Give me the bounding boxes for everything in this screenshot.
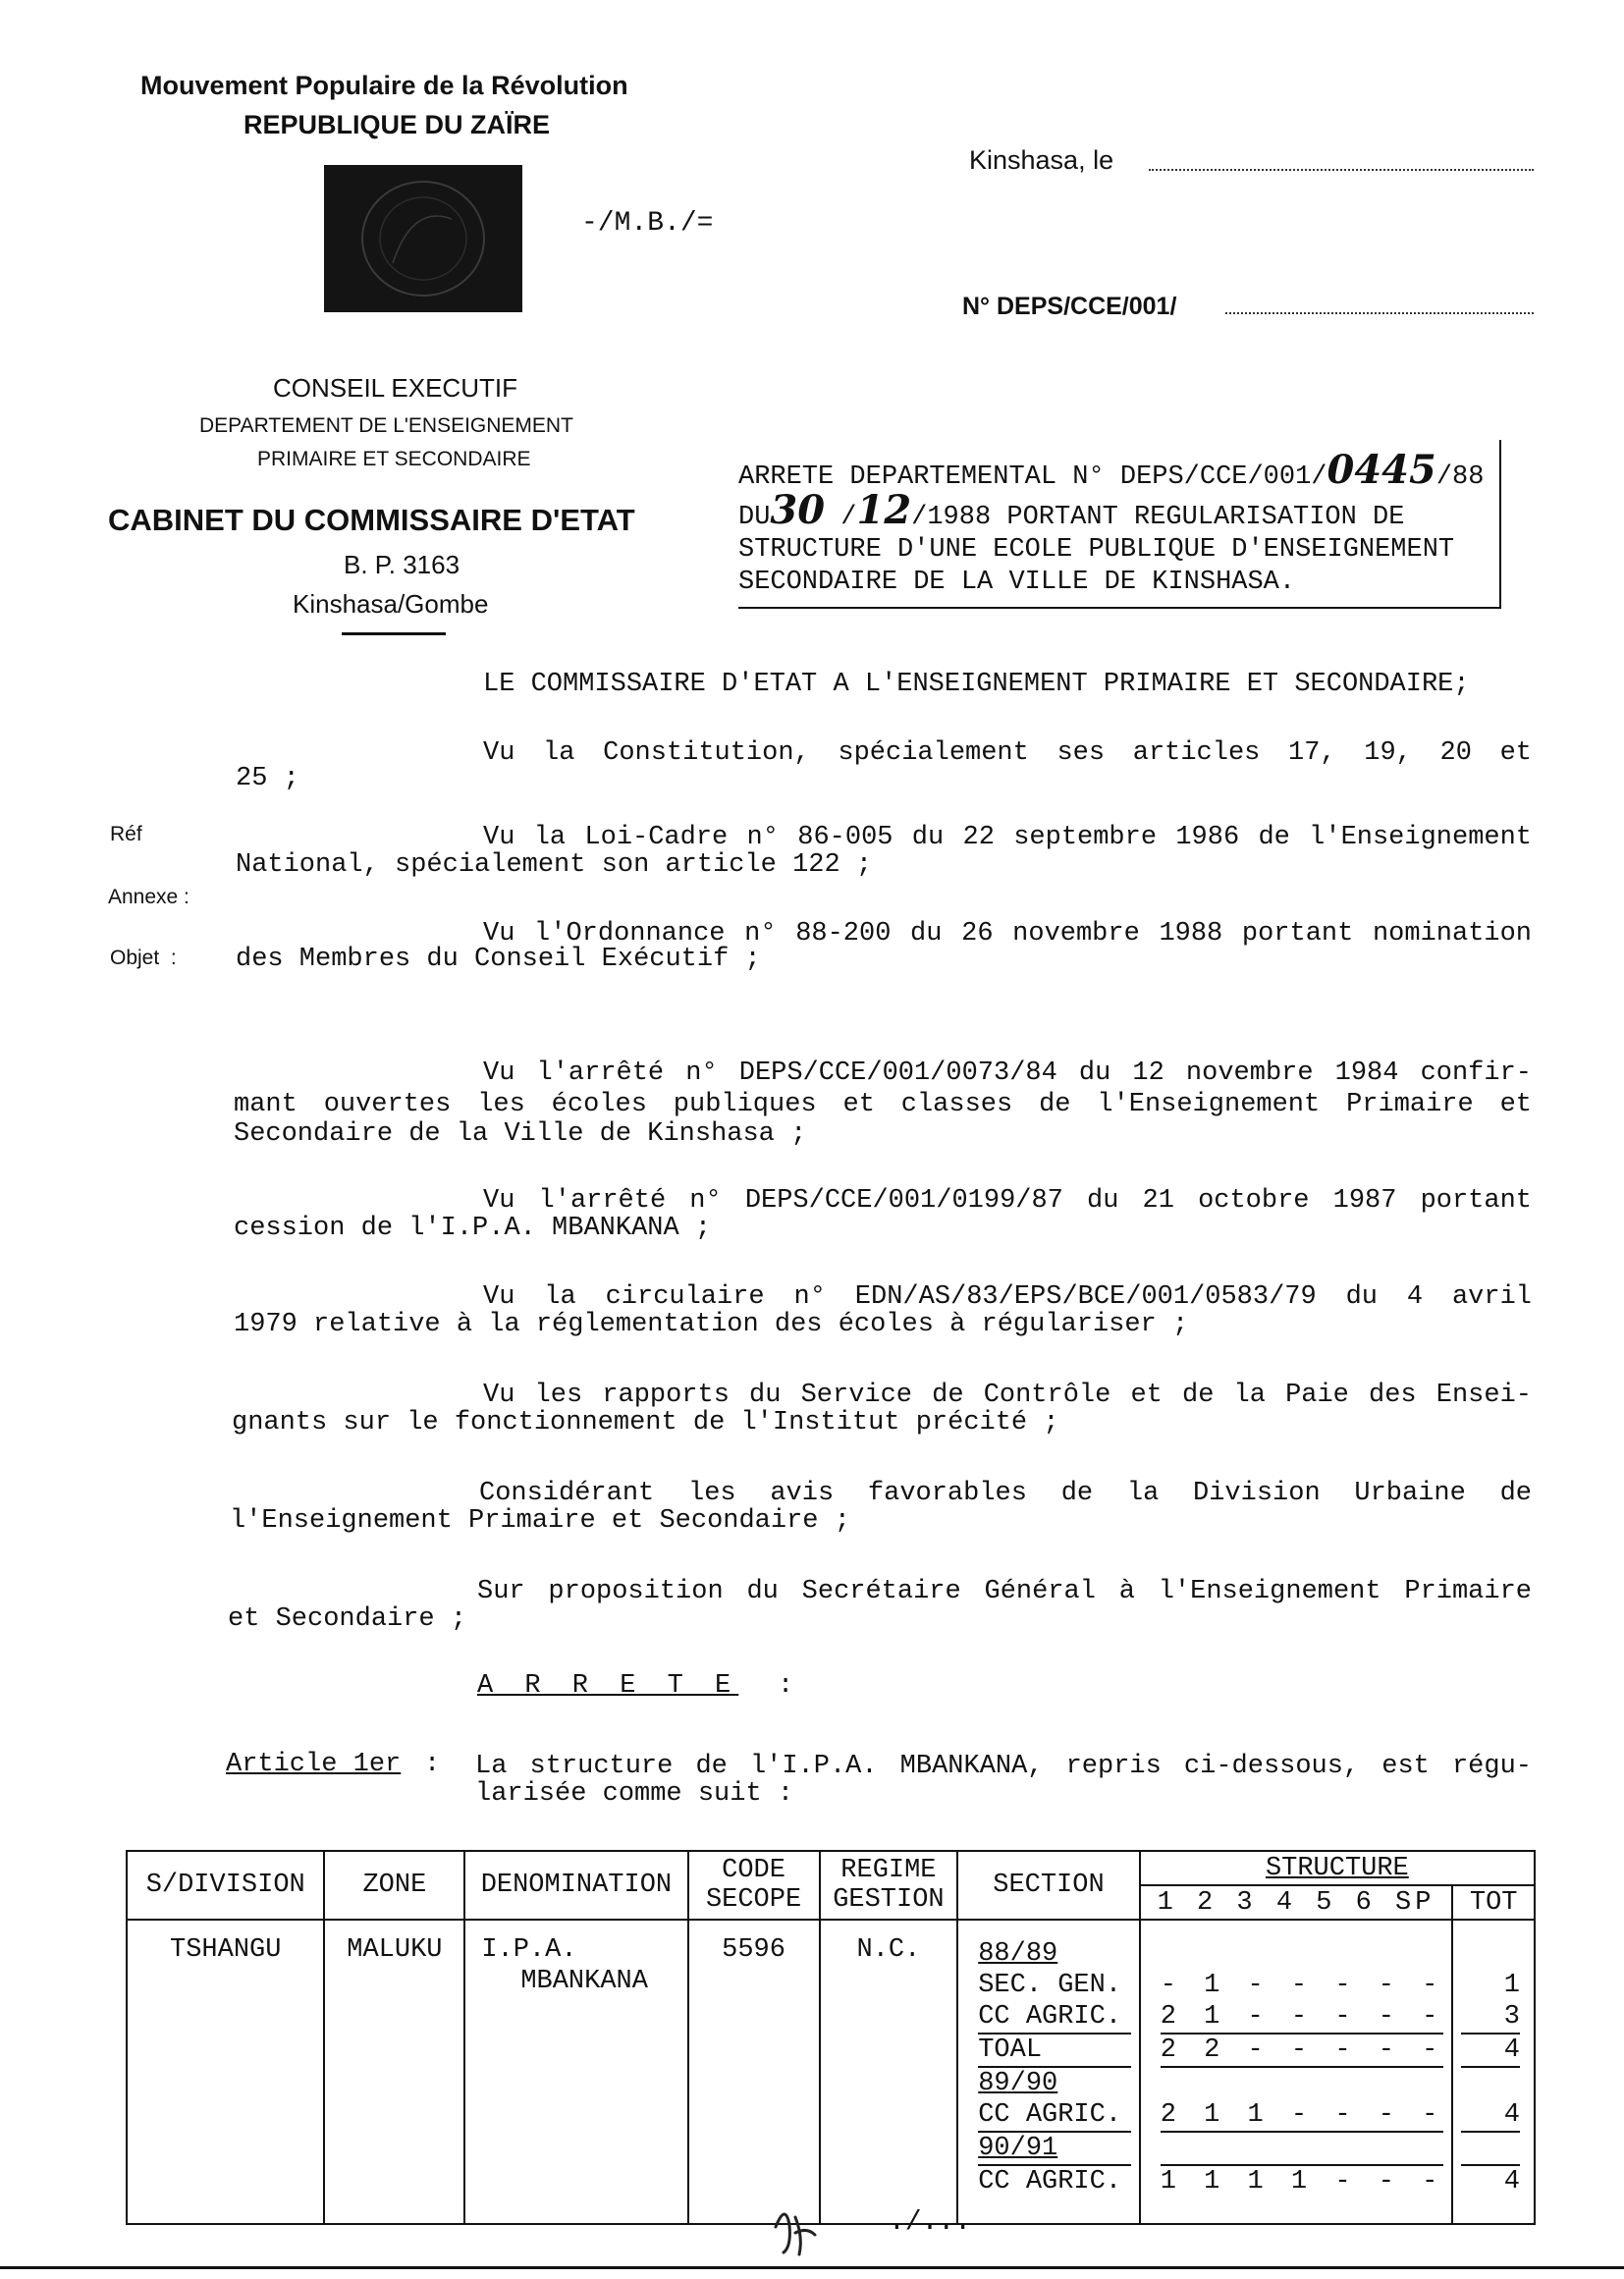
cell-tot-values: [1452, 1920, 1535, 2224]
article-1-l2: larisée comme suit :: [475, 1779, 794, 1809]
section-label: SEC. GEN.: [978, 1971, 1122, 2000]
col-header-section: SECTION: [957, 1851, 1140, 1920]
structure-table: [126, 1850, 1536, 2225]
cell-structure-values: [1140, 1920, 1453, 2224]
article-1-colon: :: [424, 1750, 441, 1779]
vu-rapports-l2: gnants sur le fonctionnement de l'Institut précité ;: [232, 1408, 1059, 1438]
handwritten-initials: [766, 2198, 835, 2256]
vu-circulaire-l1: Vu la circulaire n° EDN/AS/83/EPS/BCE/001/0583/79 du 4 avril: [483, 1282, 1532, 1312]
vu-arrete-1984-l2: mant ouvertes les écoles publiques et classes de l'Enseignement Primaire et: [234, 1090, 1532, 1119]
cell-zone: MALUKU: [324, 1920, 464, 2224]
title-box-bottom-rule: [738, 607, 1500, 609]
po-box: B. P. 3163: [344, 550, 460, 579]
section-year-90-91: 90/91: [978, 2133, 1131, 2166]
vu-arrete-1987-l2: cession de l'I.P.A. MBANKANA ;: [234, 1214, 712, 1243]
mb-reference: -/M.B./=: [581, 208, 714, 239]
cell-subdivision: TSHANGU: [127, 1920, 324, 2224]
intro-line: LE COMMISSAIRE D'ETAT A L'ENSEIGNEMENT PRIMAIRE ET SECONDAIRE;: [483, 670, 1470, 699]
col-header-regime: REGIME GESTION: [820, 1851, 958, 1920]
col-header-subdivision: S/DIVISION: [127, 1851, 324, 1920]
vu-loi-cadre-l1: Vu la Loi-Cadre n° 86-005 du 22 septembre 1986 de l'Enseignement: [483, 823, 1532, 852]
tot-value: 4: [1461, 2035, 1520, 2068]
section-year-89-90: 89/90: [978, 2069, 1058, 2098]
col-header-structure-levels: 1 2 3 4 5 6 SP: [1140, 1885, 1453, 1920]
arrete-title-line-2: DU30 /12/1988 PORTANT REGULARISATION DE: [738, 487, 1405, 533]
vu-loi-cadre-l2: National, spécialement son article 122 ;: [236, 850, 873, 880]
arrete-title-block: [738, 447, 1514, 599]
arrete-heading: A R R E T E: [477, 1671, 739, 1701]
structure-value: 2 2 - - - - -: [1161, 2035, 1444, 2068]
col-header-code: CODE SECOPE: [688, 1851, 820, 1920]
section-label: CC AGRIC.: [978, 2099, 1131, 2133]
handwritten-month: 12: [856, 487, 912, 533]
tot-value: 1: [1503, 1971, 1520, 2000]
arrete-title-line-3: STRUCTURE D'UNE ECOLE PUBLIQUE D'ENSEIGNEMENT: [738, 535, 1455, 565]
place-date-label: Kinshasa, le: [969, 145, 1114, 175]
section-year-88-89: 88/89: [978, 1939, 1058, 1969]
proposition-l2: et Secondaire ;: [228, 1604, 467, 1634]
structure-value: 2 1 - - - - -: [1161, 2001, 1444, 2035]
continuation-mark: ./...: [889, 2207, 972, 2238]
vu-arrete-1984-l3: Secondaire de la Ville de Kinshasa ;: [234, 1119, 807, 1149]
section-total-label: TOAL: [978, 2035, 1131, 2068]
handwritten-number: 0445: [1326, 447, 1436, 493]
vu-rapports-l1: Vu les rapports du Service de Contrôle et de la Paie des Ensei-: [483, 1381, 1532, 1410]
article-1-l1: La structure de l'I.P.A. MBANKANA, repris ci-dessous, est régu-: [475, 1752, 1532, 1781]
structure-value: 2 1 1 - - - -: [1161, 2099, 1444, 2133]
date-fill-line: [1149, 169, 1534, 171]
cabinet-name: CABINET DU COMMISSAIRE D'ETAT: [108, 503, 635, 537]
movement-name: Mouvement Populaire de la Révolution: [140, 71, 628, 100]
department-line-1: DEPARTEMENT DE L'ENSEIGNEMENT: [199, 414, 573, 437]
cell-denomination: I.P.A. MBANKANA: [464, 1920, 687, 2224]
margin-objet-label: Objet :: [110, 947, 177, 969]
arrete-title-line-1: ARRETE DEPARTEMENTAL N° DEPS/CCE/001/0445/88: [738, 447, 1485, 493]
structure-value: - 1 - - - - -: [1160, 1971, 1444, 2000]
city-name: Kinshasa/Gombe: [293, 589, 489, 619]
col-header-zone: ZONE: [324, 1851, 464, 1920]
cell-sections: [957, 1920, 1140, 2224]
table-header-row: [127, 1851, 1535, 1885]
vu-arrete-1987-l1: Vu l'arrêté n° DEPS/CCE/001/0199/87 du 21 octobre 1987 portant: [483, 1186, 1532, 1216]
structure-value: 1 1 1 1 - - -: [1160, 2167, 1444, 2197]
vu-constitution-l2: 25 ;: [236, 764, 299, 793]
official-seal-image: [324, 165, 522, 312]
vu-ordonnance-l2: des Membres du Conseil Exécutif ;: [236, 945, 761, 974]
cell-regime: N.C.: [820, 1920, 958, 2224]
col-header-structure: STRUCTURE: [1140, 1851, 1535, 1885]
margin-ref-label: Réf: [110, 823, 142, 845]
number-fill-line: [1225, 312, 1534, 314]
handwritten-day: 30: [770, 487, 826, 533]
considerant-l2: l'Enseignement Primaire et Secondaire ;: [230, 1506, 850, 1536]
tot-value: 4: [1461, 2099, 1520, 2133]
article-1-label: Article 1er: [226, 1750, 402, 1779]
number-label: N° DEPS/CCE/001/: [962, 293, 1177, 320]
vu-arrete-1984-l1: Vu l'arrêté n° DEPS/CCE/001/0073/84 du 12 novembre 1984 confir-: [483, 1058, 1532, 1088]
tot-value: 3: [1461, 2001, 1520, 2035]
tot-value: 4: [1503, 2167, 1520, 2197]
section-label: CC AGRIC.: [978, 2001, 1131, 2035]
col-header-denomination: DENOMINATION: [464, 1851, 687, 1920]
cell-code-secope: 5596: [688, 1920, 820, 2224]
vu-circulaire-l2: 1979 relative à la réglementation des écoles à régulariser ;: [234, 1310, 1189, 1339]
arrete-heading-colon: :: [778, 1671, 794, 1701]
considerant-l1: Considérant les avis favorables de la Division Urbaine de: [479, 1479, 1532, 1508]
table-row: [127, 1920, 1535, 2224]
arrete-title-line-4: SECONDAIRE DE LA VILLE DE KINSHASA.: [738, 568, 1296, 597]
section-label: CC AGRIC.: [978, 2167, 1122, 2197]
page-bottom-rule: [0, 2266, 1624, 2269]
letterhead-underline: [342, 632, 446, 635]
vu-ordonnance-l1: Vu l'Ordonnance n° 88-200 du 26 novembre 1988 portant nomination: [483, 919, 1532, 949]
title-box-right-rule: [1499, 440, 1501, 609]
council-name: CONSEIL EXECUTIF: [273, 373, 517, 403]
margin-annexe-label: Annexe :: [108, 886, 189, 908]
republic-name: REPUBLIQUE DU ZAÏRE: [244, 110, 551, 139]
vu-constitution-l1: Vu la Constitution, spécialement ses articles 17, 19, 20 et: [483, 738, 1532, 768]
proposition-l1: Sur proposition du Secrétaire Général à l'Enseignement Primaire: [477, 1577, 1532, 1606]
department-line-2: PRIMAIRE ET SECONDAIRE: [257, 448, 531, 470]
col-header-tot: TOT: [1452, 1885, 1535, 1920]
